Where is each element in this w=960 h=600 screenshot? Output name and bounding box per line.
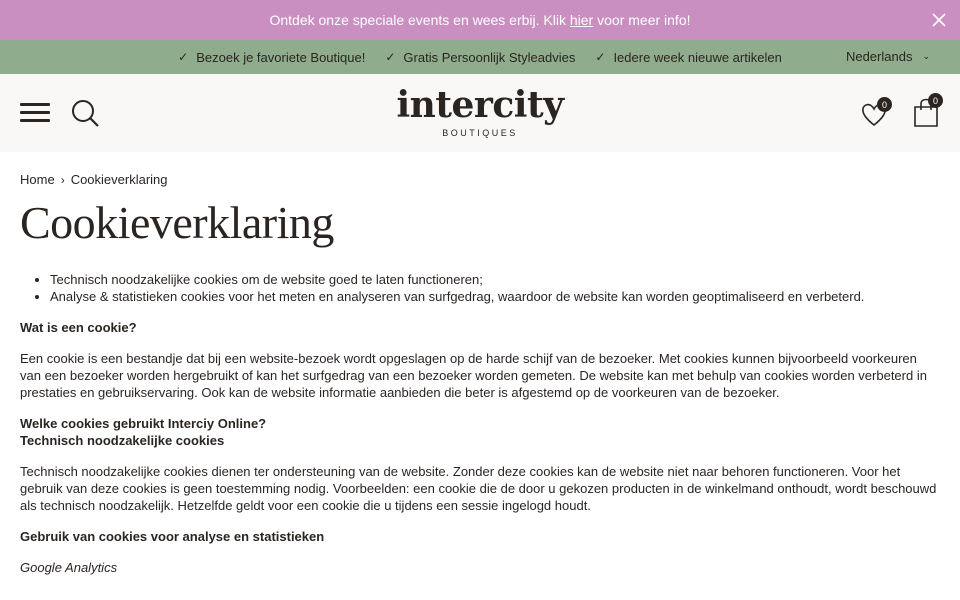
paragraph-technisch: Technisch noodzakelijke cookies dienen ter ondersteuning van de website. Zonder deze cookies kan de website niet naar behoren functioneren. Voor het gebruik van deze cookies is geen toestemming nodig. Voorbeelden: een cookie die de door u gekozen producten in de winkelmand onthoudt, wordt beschouwd als technisch noodzakelijk. Hetzelfde geldt voor een cookie die u tijdens een sessie ingelogd houdt. [20, 464, 937, 513]
section-heading-technisch: Technisch noodzakelijke cookies [20, 433, 225, 448]
usp-item: ✓ Bezoek je favoriete Boutique! [178, 49, 366, 65]
promo-banner [0, 0, 960, 40]
list-item: • Analyse & statistieken cookies voor het meten en analyseren van surfgedrag, waardoor de website kan worden geoptimaliseerd en verbeterd. [50, 288, 940, 305]
close-icon[interactable] [930, 11, 948, 29]
paragraph-wat: Een cookie is een bestandje dat bij een website-bezoek wordt opgeslagen op de harde schijf van de bezoeker. Met cookies kunnen bijvoorbeeld voorkeuren van een bezoeker worden hergebruikt of kan het surfgedrag van een bezoeker worden gemeten. De website kan met behulp van cookies worden verbeterd in prestaties en gebruikservaring. Ook kan de website informatie aanbieden die beter is afgestemd op de voorkeuren van de bezoeker. [20, 351, 927, 400]
usp-item: ✓ Gratis Persoonlijk Styleadvies [385, 49, 576, 65]
cookie-type-list [50, 271, 940, 305]
check-icon: ✓ [385, 50, 396, 64]
site-header [0, 74, 960, 152]
language-selector[interactable]: Nederlands ⌄ [845, 49, 930, 64]
chevron-right-icon: › [60, 172, 65, 187]
wishlist-button[interactable] [860, 100, 888, 128]
wishlist-count-badge: 0 [877, 97, 892, 112]
section-heading-wat: Wat is een cookie? [20, 320, 137, 335]
menu-icon[interactable] [20, 103, 50, 123]
usp-item: ✓ Iedere week nieuwe artikelen [595, 49, 782, 65]
search-icon[interactable] [70, 98, 100, 128]
check-icon: ✓ [595, 50, 606, 64]
promo-text: Ontdek onze speciale events en wees erbij. Klik hier voor meer info! [269, 12, 691, 28]
usp-bar [0, 40, 960, 74]
promo-link[interactable]: hier [569, 12, 594, 28]
section-heading-welke: Welke cookies gebruikt Interciy Online? [20, 416, 267, 431]
breadcrumb-current: Cookieverklaring [70, 172, 168, 187]
page-title: Cookieverklaring [20, 197, 334, 248]
logo[interactable]: intercity BOUTIQUES [396, 84, 564, 138]
breadcrumb [20, 172, 940, 187]
breadcrumb-home[interactable]: Home [20, 172, 55, 187]
cart-count-badge: 0 [928, 93, 943, 108]
section-heading-analyse: Gebruik van cookies voor analyse en statistieken [20, 529, 325, 544]
list-item: • Technisch noodzakelijke cookies om de website goed te laten functioneren; [50, 271, 940, 288]
main-content [0, 172, 960, 576]
chevron-down-icon: ⌄ [922, 51, 930, 61]
cart-button[interactable] [912, 95, 940, 128]
paragraph-google-analytics: Google Analytics [20, 560, 118, 575]
check-icon: ✓ [178, 50, 189, 64]
